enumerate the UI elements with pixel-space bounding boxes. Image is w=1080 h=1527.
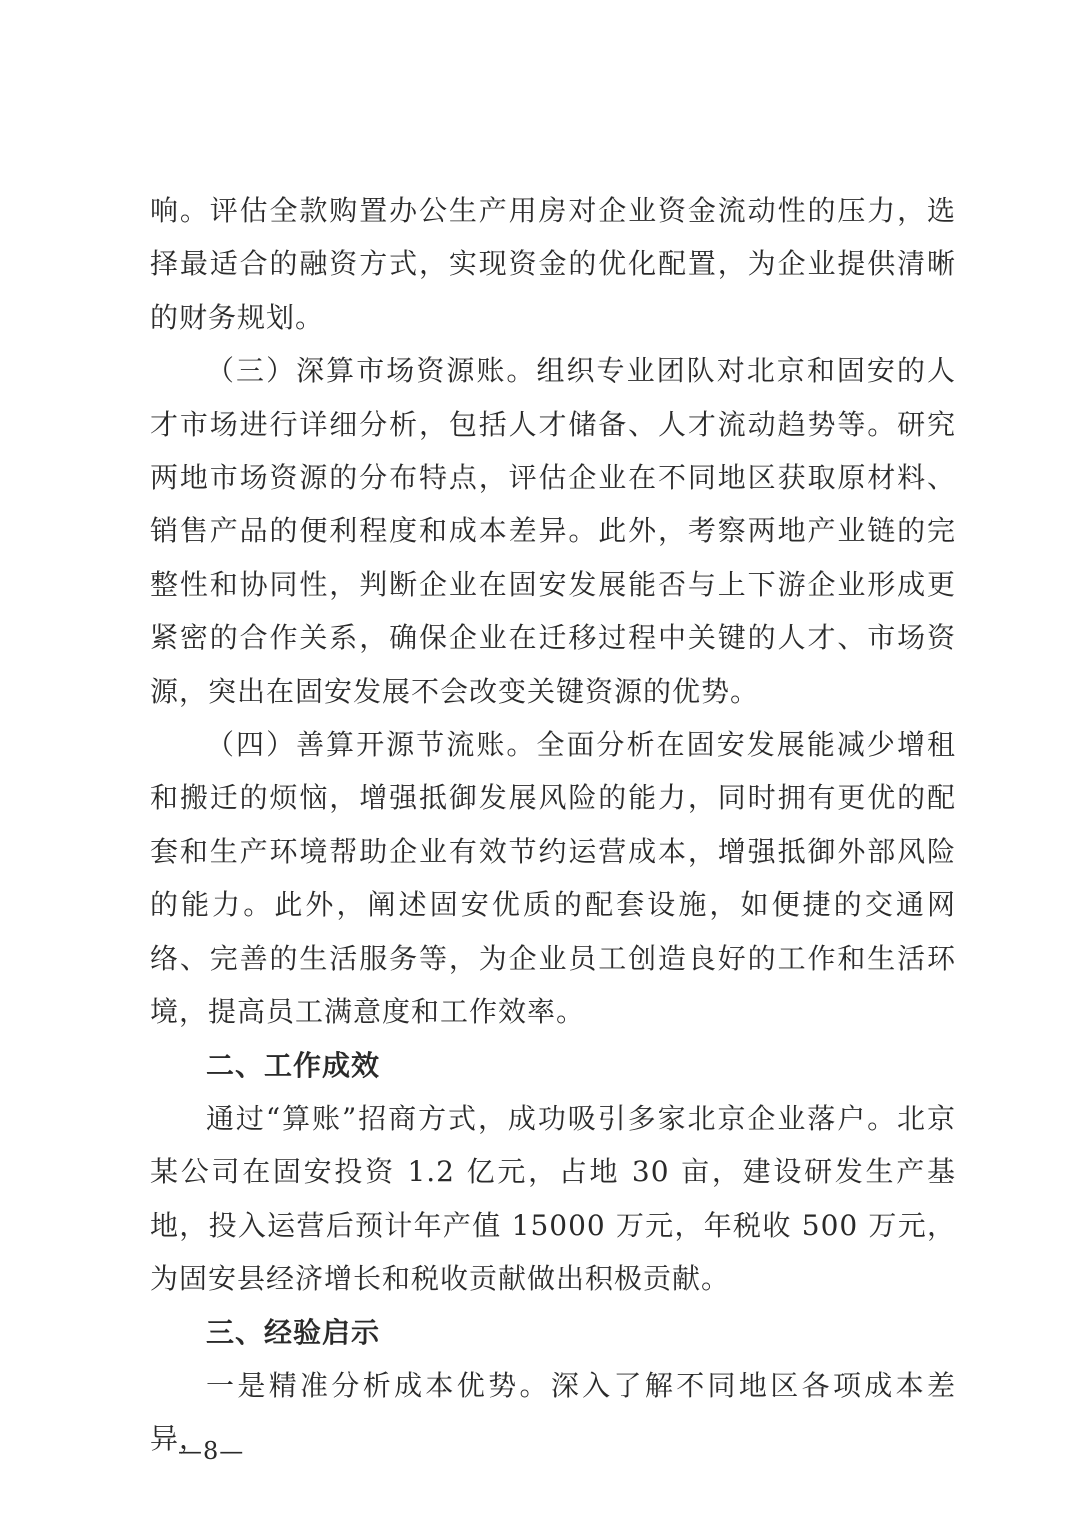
- paragraph-section-3: [150, 344, 956, 718]
- heading-lessons: 三、经验启示: [206, 1315, 381, 1349]
- section-4-label: （四）善算开源节流账。: [206, 728, 537, 762]
- section-4-text: 全面分析在固安发展能减少增租和搬迁的烦恼，增强抵御发展风险的能力，同时拥有更优的配套和生产环境帮助企业有效节约运营成本，增强抵御外部风险的能力。此外，阐述固安优质的配套设施，如便捷的交通网络、完善的生活服务等，为企业员工创造良好的工作和生活环境，提高员工满意度和工作效率。: [150, 728, 956, 1029]
- paragraph-lessons: 一是精准分析成本优势。深入了解不同地区各项成本差异，: [150, 1368, 956, 1456]
- page-number: —8—: [178, 1437, 245, 1465]
- section-3-label: （三）深算市场资源账。: [206, 354, 537, 388]
- paragraph-results: 通过“算账”招商方式，成功吸引多家北京企业落户。北京某公司在固安投资 1.2 亿元，占地 30 亩，建设研发生产基地，投入运营后预计年产值 15000 万元，年税收 500 万元，为固安县经济增长和税收贡献做出积极贡献。: [150, 1101, 956, 1296]
- paragraph-continuation: 响。评估全款购置办公生产用房对企业资金流动性的压力，选择最适合的融资方式，实现资金的优化配置，为企业提供清晰的财务规划。: [150, 194, 956, 334]
- paragraph-section-4: [150, 718, 956, 1038]
- heading-work-results: 二、工作成效: [206, 1048, 381, 1082]
- section-3-text: 组织专业团队对北京和固安的人才市场进行详细分析，包括人才储备、人才流动趋势等。研究两地市场资源的分布特点，评估企业在不同地区获取原材料、销售产品的便利程度和成本差异。此外，考察两地产业链的完整性和协同性，判断企业在固安发展能否与上下游企业形成更紧密的合作关系，确保企业在迁移过程中关键的人才、市场资源，突出在固安发展不会改变关键资源的优势。: [150, 354, 956, 708]
- document-body: [150, 184, 956, 1466]
